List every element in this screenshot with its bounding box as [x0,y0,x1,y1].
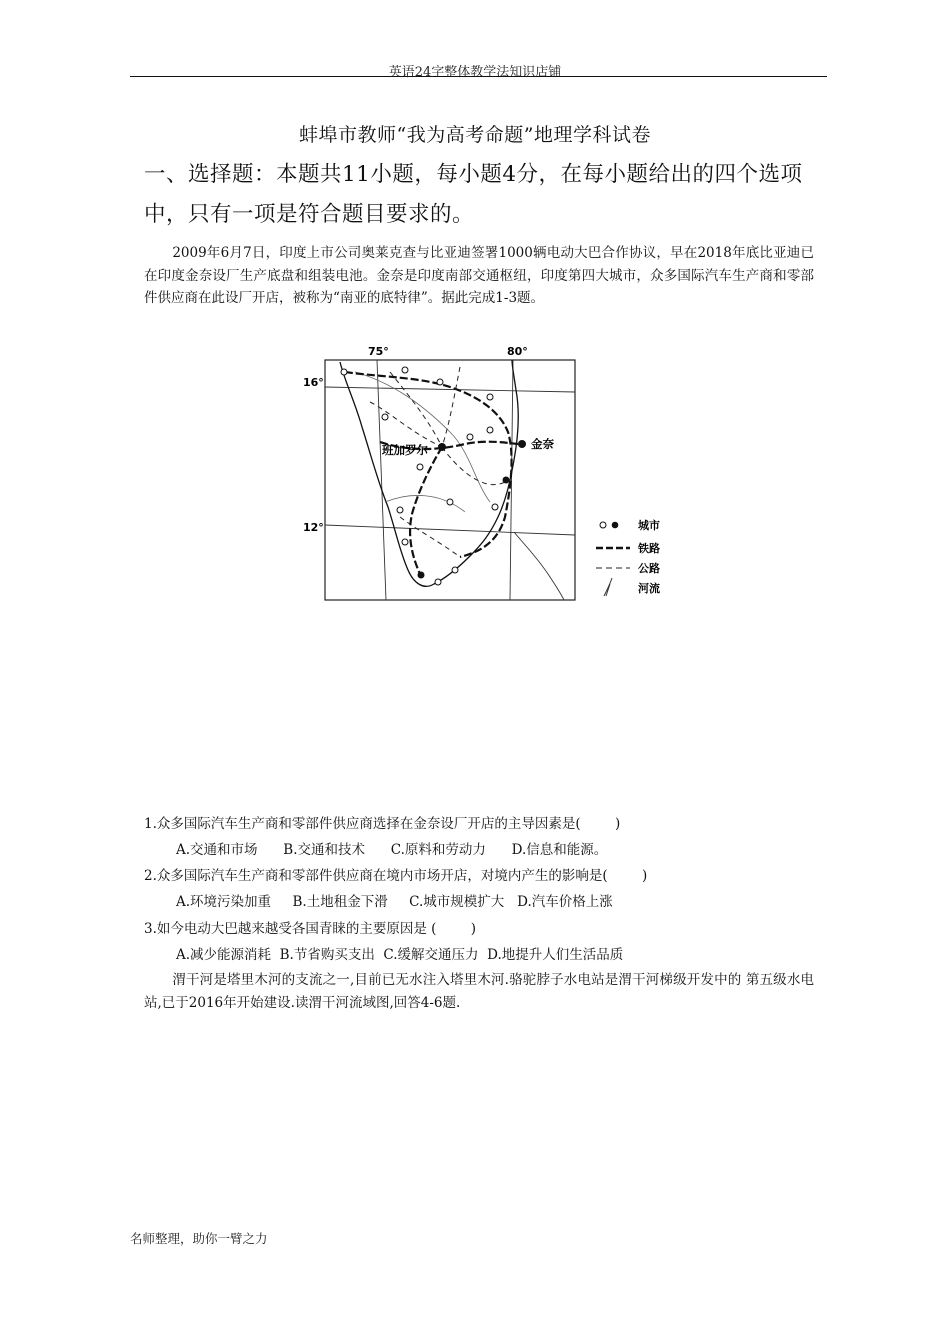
question-3-options: A.减少能源消耗 B.节省购买支出 C.缓解交通压力 D.地提升人们生活品质 [176,947,624,963]
railway-3 [410,447,442,574]
city-dot-south [418,572,425,579]
highway-5 [370,402,442,447]
lon-label-80: 80° [507,345,528,358]
city-icon [600,522,606,528]
passage-2: 渭干河是塔里木河的支流之一,目前已无水注入塔里木河.骆驼脖子水电站是渭干河梯级开发中的 第五级水电站,已于2016年开始建设.读渭干河流域图,回答4-6题. [144,972,814,1011]
highway-2 [442,367,460,447]
city-dot-east [503,477,510,484]
question-2-stem: 2.众多国际汽车生产商和零部件供应商在境内市场开店，对境内产生的影响是( ) [144,868,648,884]
bangalore-dot [438,443,446,451]
river-icon [604,578,612,596]
question-1-stem: 1.众多国际汽车生产商和零部件供应商选择在金奈设厂开店的主导因素是( ) [144,816,621,832]
highway-3 [442,447,505,485]
question-1-options: A.交通和市场 B.交通和技术 C.原料和劳动力 D.信息和能源。 [176,842,608,858]
legend-label-city: 城市 [638,519,660,532]
bangalore-label: 班加罗尔 [382,443,428,457]
question-2-options: A.环境污染加重 B.土地租金下滑 C.城市规模扩大 D.汽车价格上涨 [176,894,613,910]
chennai-dot [518,440,526,448]
question-3-stem: 3.如今电动大巴越来越受各国青睐的主要原因是 ( ) [144,921,477,937]
map-legend [596,518,660,596]
coast-east [514,532,564,600]
map-frame [325,360,575,600]
chennai-label: 金奈 [531,437,554,451]
exam-title: 蚌埠市教师“我为高考命题”地理学科试卷 [299,124,651,146]
lat-label-16: 16° [303,376,324,389]
lat-label-12: 12° [303,521,324,534]
section-heading: 一、选择题：本题共11小题，每小题4分，在每小题给出的四个选项中，只有一项是符合题目要求的。 [144,162,803,227]
highway-4 [400,517,460,557]
page-footer: 名师整理，助你一臂之力 [130,1231,268,1246]
page-header: 英语24字整体教学法知识店铺 [388,65,562,80]
legend-label-highway: 公路 [638,562,660,575]
lon-label-75: 75° [368,345,389,358]
legend-label-railway: 铁路 [638,542,660,555]
india-south-map [300,342,680,608]
passage-1: 2009年6月7日，印度上市公司奥莱克查与比亚迪签署1000辆电动大巴合作协议，早在2018年底比亚迪已在印度金奈设厂生产底盘和组装电池。金奈是印度南部交通枢纽，印度第四大城市，众多国际汽车生产商和零部件供应商在此设厂开店，被称为“南亚的底特律”。据此完成1-3题。 [144,245,814,306]
header-rule [130,76,827,77]
lat-line-12 [325,525,575,535]
legend-label-river: 河流 [638,582,660,595]
